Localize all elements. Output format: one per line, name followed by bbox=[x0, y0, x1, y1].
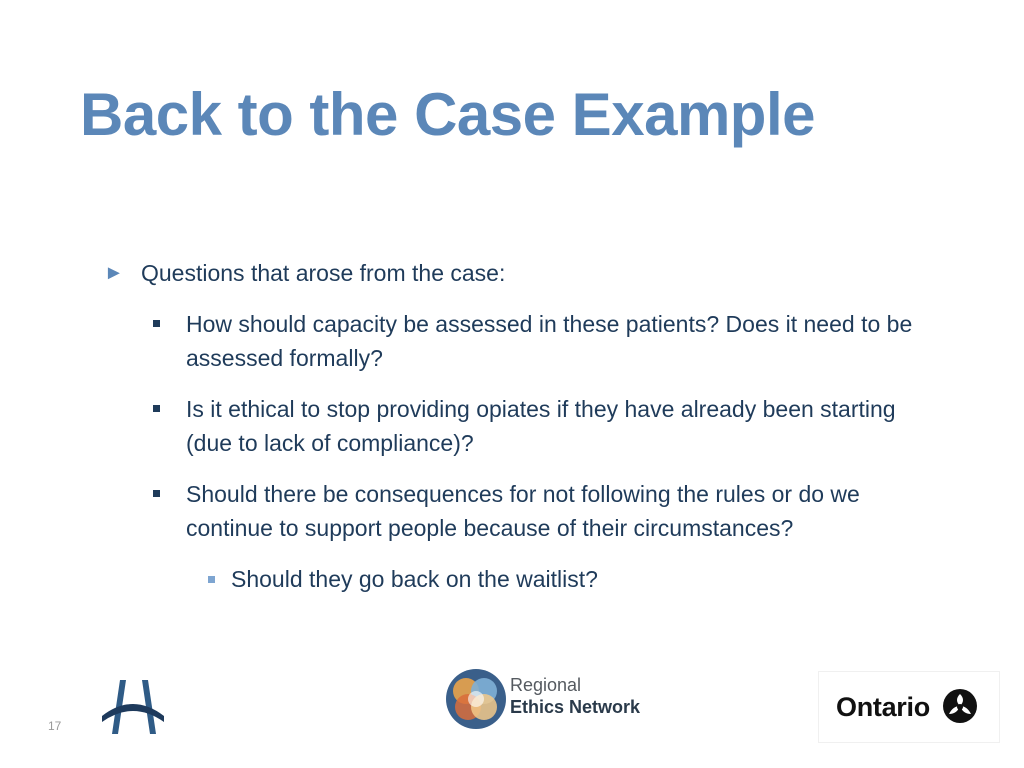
regional-ethics-network-logo bbox=[444, 667, 640, 731]
sub-bullet-1 bbox=[149, 307, 946, 375]
square-bullet-icon bbox=[153, 490, 160, 497]
square-bullet-icon bbox=[153, 320, 160, 327]
trillium-icon bbox=[942, 688, 978, 724]
ren-logo-line1: Regional bbox=[510, 675, 582, 695]
sub-bullet-text: How should capacity be assessed in these patients? Does it need to be assessed formally? bbox=[186, 311, 913, 371]
sub-sub-bullet-1 bbox=[194, 562, 984, 596]
ontario-logo bbox=[818, 671, 1000, 743]
ren-logo-line2: Ethics Network bbox=[510, 697, 641, 717]
sub-bullet-text: Is it ethical to stop providing opiates if they have already been starting (due to lack of compliance)? bbox=[186, 396, 896, 456]
bullet-level1 bbox=[104, 256, 984, 290]
ren-circles-icon bbox=[444, 667, 508, 731]
sub-bullet-text: Should there be consequences for not following the rules or do we continue to support people because of their circumstances? bbox=[186, 481, 860, 541]
ontario-wordmark: Ontario bbox=[836, 692, 930, 722]
bullet-main-text: Questions that arose from the case: bbox=[141, 260, 506, 286]
triangle-right-icon: ► bbox=[104, 262, 124, 284]
sub-bullet-3 bbox=[149, 477, 946, 545]
sub-sub-bullet-text: Should they go back on the waitlist? bbox=[231, 566, 598, 592]
square-bullet-icon bbox=[153, 405, 160, 412]
slide-content bbox=[104, 256, 984, 596]
bridge-logo-icon bbox=[100, 678, 166, 736]
sub-bullet-2 bbox=[149, 392, 946, 460]
slide-title: Back to the Case Example bbox=[80, 81, 815, 148]
square-bullet-icon bbox=[208, 576, 215, 583]
page-number: 17 bbox=[48, 719, 62, 733]
